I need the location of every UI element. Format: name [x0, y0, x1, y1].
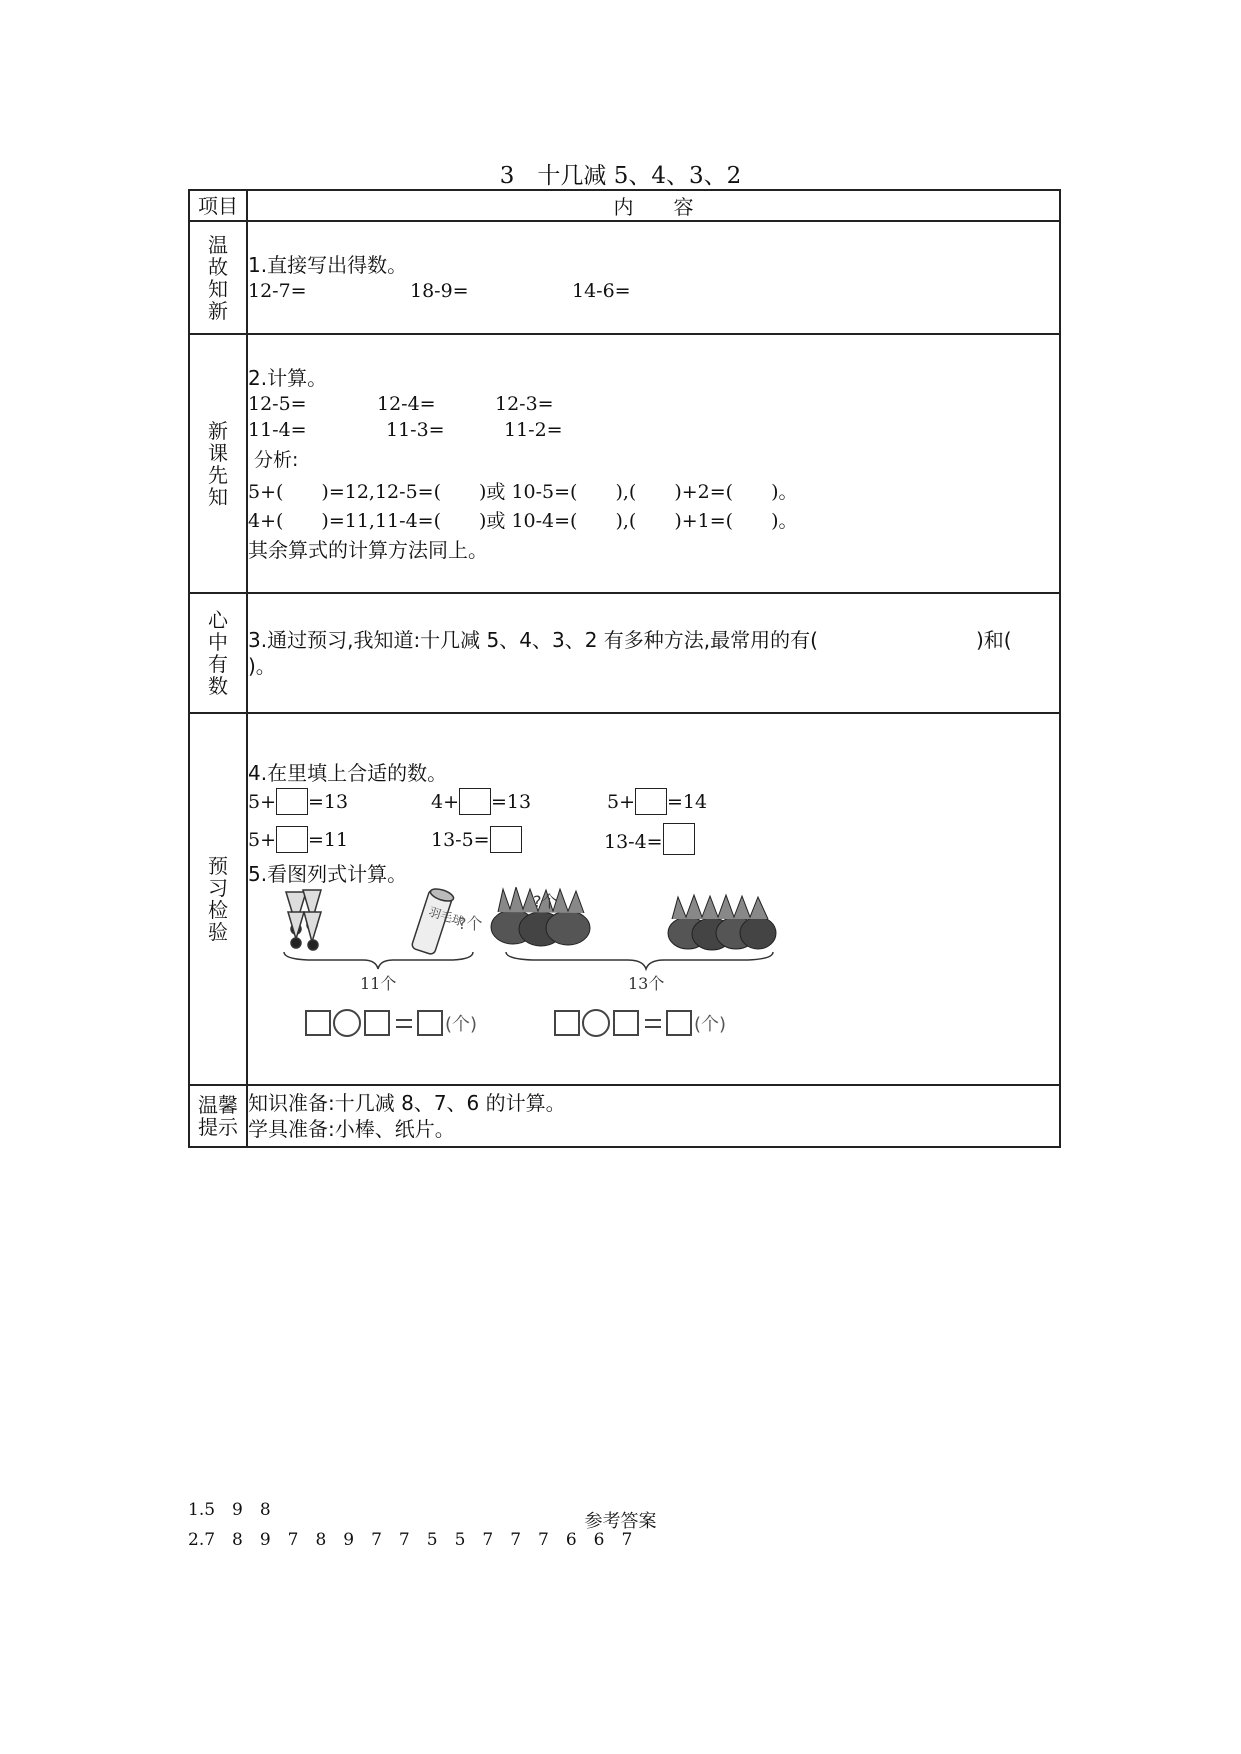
section-label: 温 故 知 新 [189, 221, 247, 334]
expression: 14-6= [572, 279, 631, 302]
section-label: 心 中 有 数 [189, 593, 247, 713]
answer-line: 1.5 9 8 [188, 1500, 271, 1520]
section-content [247, 221, 1060, 334]
expression: 12-3= [495, 392, 554, 415]
expression: 12-5= [248, 392, 307, 415]
section-check [189, 713, 1060, 1085]
answer-line: 2.7 8 9 7 8 9 7 7 5 5 7 7 7 6 6 7 [188, 1530, 633, 1550]
expression: 12-4= [377, 392, 436, 415]
question-heading: 2.计算。 [248, 365, 328, 390]
tube-label: 羽毛球 [427, 904, 466, 929]
brace [506, 952, 773, 969]
answer-box[interactable] [276, 788, 308, 815]
section-content: 4.在里填上合适的数。 5+ =13 4+ =13 5+ =14 5+ =11 13-5= 13-4= 5.看图列式计算。 羽毛球 ?个 11个 ?个 13个 (个) (个) [247, 713, 1060, 1085]
section-content [247, 1085, 1060, 1147]
section-label: 预 习 检 验 [189, 713, 247, 1085]
section-label: 温馨 提示 [189, 1085, 247, 1147]
picture-problems [248, 887, 1059, 1042]
brace [284, 952, 473, 969]
section-content [247, 334, 1060, 593]
analysis-note: 其余算式的计算方法同上。 [248, 537, 488, 562]
summary-text: 3.通过预习,我知道:十几减 5、4、3、2 有多种方法,最常用的有( [248, 628, 818, 652]
section-summary [189, 593, 1060, 713]
expression: 18-9= [410, 279, 469, 302]
tip-line: 学具准备:小棒、纸片。 [248, 1117, 455, 1141]
answer-box[interactable] [635, 788, 667, 815]
total-count: 11个 [360, 974, 397, 993]
expression: 11-3= [386, 418, 445, 441]
worksheet-table [188, 189, 1061, 1148]
question-count: ?个 [458, 914, 483, 933]
expression: 12-7= [248, 279, 307, 302]
header-item: 项目 [189, 190, 247, 221]
analysis-label: 分析: [254, 448, 299, 471]
page-title: 3 十几减 5、4、3、2 [499, 163, 742, 189]
summary-text-3: )。 [248, 654, 276, 678]
equation-template [306, 1010, 442, 1036]
section-review [189, 221, 1060, 334]
section-label: 新 课 先 知 [189, 334, 247, 593]
pineapple-group-icon [668, 895, 776, 950]
unit-label: (个) [694, 1014, 727, 1035]
analysis-line: 5+( )=12,12-5=( )或 10-5=( ),( )+2=( )。 [248, 480, 798, 503]
answer-box[interactable] [459, 788, 491, 815]
answer-box[interactable] [276, 826, 308, 853]
answer-box[interactable] [490, 826, 522, 853]
unit-label: (个) [445, 1014, 478, 1035]
section-tips [189, 1085, 1060, 1147]
expression: 11-4= [248, 418, 307, 441]
question-heading: 5.看图列式计算。 [248, 862, 408, 886]
header-content: 内 容 [247, 190, 1060, 221]
summary-text-2: )和( [975, 628, 1012, 652]
tip-line: 知识准备:十几减 8、7、6 的计算。 [248, 1091, 566, 1115]
answers-title: 参考答案 [584, 1511, 657, 1532]
answer-box[interactable] [663, 823, 695, 855]
section-content [247, 593, 1060, 713]
question-heading: 4.在里填上合适的数。 [248, 761, 448, 785]
shuttlecock-icon [286, 890, 321, 950]
total-count: 13个 [628, 974, 665, 993]
equation-template [555, 1010, 691, 1036]
answers-block [188, 1495, 632, 1555]
analysis-line: 4+( )=11,11-4=( )或 10-4=( ),( )+1=( )。 [248, 509, 798, 532]
expression: 11-2= [504, 418, 563, 441]
question-heading: 1.直接写出得数。 [248, 252, 408, 277]
question-count: ?个 [533, 892, 558, 911]
section-preview [189, 334, 1060, 593]
